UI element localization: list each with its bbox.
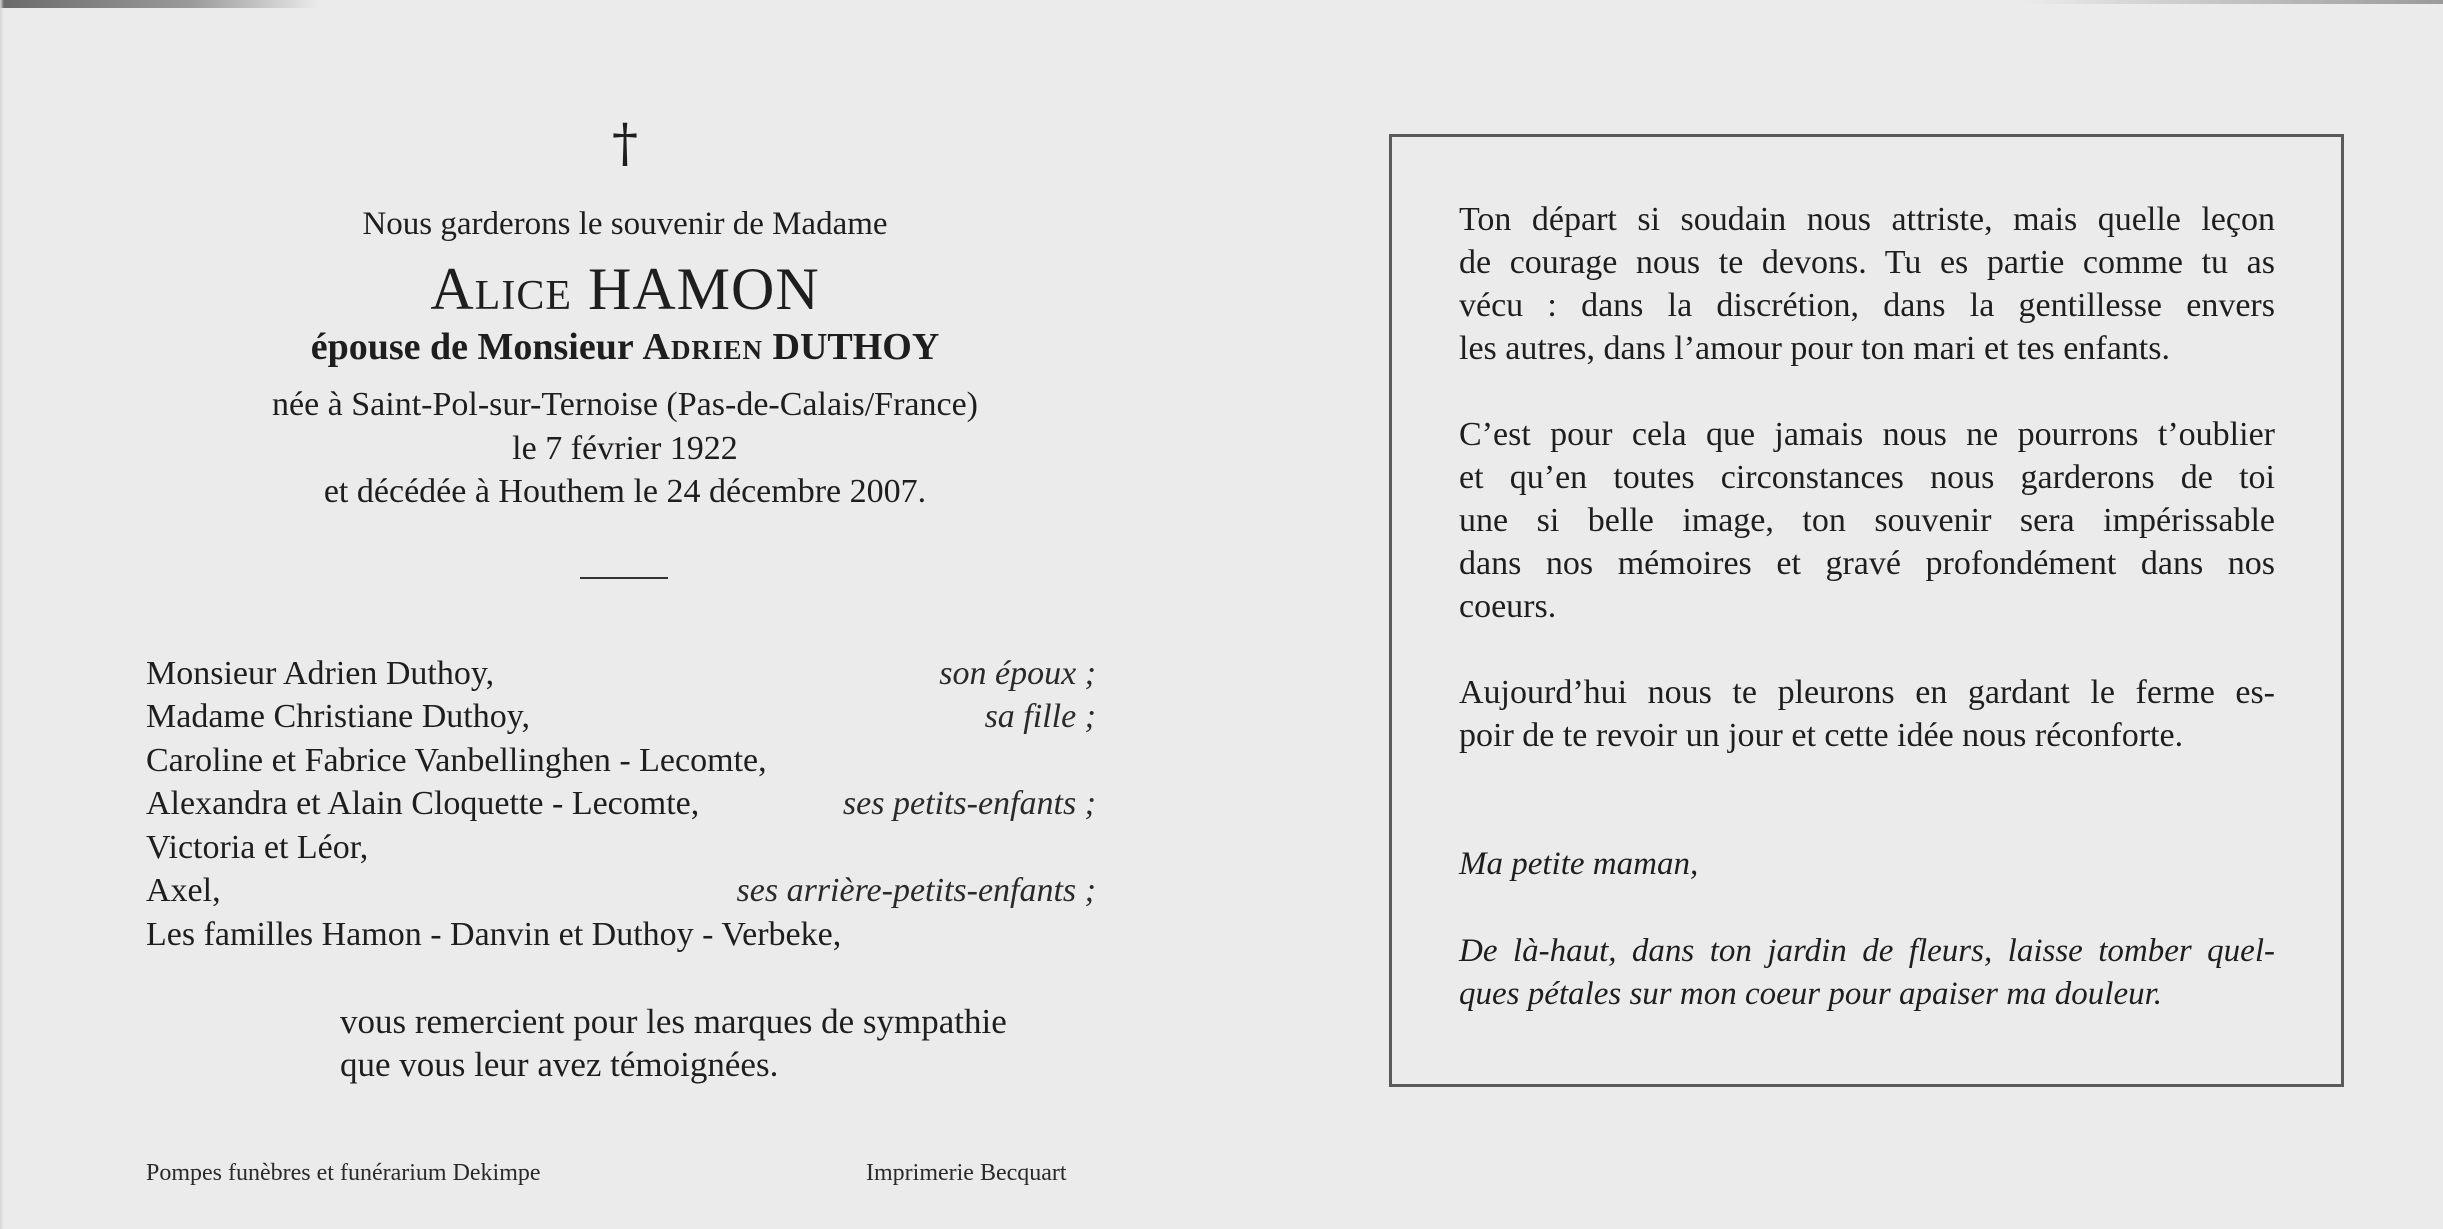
text-line: vécu : dans la discrétion, dans la gentillesse envers bbox=[1459, 287, 2275, 324]
spouse-first-name: Adrien bbox=[642, 326, 763, 368]
birth-date: le 7 février 1922 bbox=[512, 430, 738, 467]
text-line: coeurs. bbox=[1459, 588, 1557, 625]
text-line: et qu’en toutes circonstances nous garderons de toi bbox=[1459, 459, 2275, 496]
divider bbox=[580, 577, 668, 579]
family-row bbox=[146, 742, 1096, 786]
text-line: dans nos mémoires et gravé profondément dans nos bbox=[1459, 545, 2275, 582]
text-line: une si belle image, ton souvenir sera impérissable bbox=[1459, 502, 2275, 539]
poem-greeting bbox=[1459, 843, 2275, 886]
family-member-role: son époux ; bbox=[939, 655, 1096, 692]
family-row bbox=[146, 655, 1096, 699]
family-member-name: Madame Christiane Duthoy, bbox=[146, 698, 530, 735]
family-member-role: sa fille ; bbox=[984, 698, 1096, 735]
text-line: Ma petite maman, bbox=[1459, 846, 1699, 882]
paragraph-1 bbox=[1459, 198, 2275, 370]
thanks-line-1: vous remercient pour les marques de sympathie bbox=[340, 1002, 1007, 1041]
family-member-name: Alexandra et Alain Cloquette - Lecomte, bbox=[146, 785, 700, 822]
text-line: Aujourd’hui nous te pleurons en gardant le ferme es- bbox=[1459, 674, 2275, 711]
spouse-line bbox=[0, 325, 1250, 369]
family-row bbox=[146, 785, 1096, 829]
thanks-line-2: que vous leur avez témoignées. bbox=[340, 1045, 779, 1084]
text-line: Ton départ si soudain nous attriste, mais quelle leçon bbox=[1459, 201, 2275, 238]
family-member-name: Axel, bbox=[146, 872, 221, 909]
paragraph-3 bbox=[1459, 671, 2275, 757]
family-member-name: Les familles Hamon - Danvin et Duthoy - Verbeke, bbox=[146, 916, 842, 953]
text-line: De là-haut, dans ton jardin de fleurs, laisse tomber quel- bbox=[1459, 933, 2275, 969]
spouse-last-name: DUTHOY bbox=[772, 326, 940, 368]
text-line: les autres, dans l’amour pour ton mari et tes enfants. bbox=[1459, 330, 2170, 367]
deceased-first-name: Alice bbox=[430, 256, 572, 322]
text-line: ques pétales sur mon coeur pour apaiser ma douleur. bbox=[1459, 976, 2163, 1012]
printer-credit: Imprimerie Becquart bbox=[866, 1160, 1067, 1186]
cross-icon: † bbox=[612, 114, 638, 174]
text-line: de courage nous te devons. Tu es partie comme tu as bbox=[1459, 244, 2275, 281]
family-row bbox=[146, 829, 1096, 873]
family-row bbox=[146, 872, 1096, 916]
deceased-last-name: HAMON bbox=[587, 256, 820, 322]
deceased-name bbox=[0, 255, 1250, 324]
scan-shadow-right bbox=[2023, 0, 2443, 4]
family-row bbox=[146, 698, 1096, 742]
birth-place: née à Saint-Pol-sur-Ternoise (Pas-de-Calais/France) bbox=[272, 386, 978, 423]
text-line: C’est pour cela que jamais nous ne pourrons t’oublier bbox=[1459, 416, 2275, 453]
family-member-role: ses petits-enfants ; bbox=[842, 785, 1096, 822]
family-row bbox=[146, 916, 1096, 960]
family-member-name: Victoria et Léor, bbox=[146, 829, 369, 866]
spouse-prefix: épouse de Monsieur bbox=[310, 326, 634, 368]
death-info: et décédée à Houthem le 24 décembre 2007. bbox=[323, 473, 927, 510]
funeral-home-credit: Pompes funèbres et funérarium Dekimpe bbox=[146, 1160, 541, 1186]
intro-text: Nous garderons le souvenir de Madame bbox=[362, 206, 888, 242]
family-member-role: ses arrière-petits-enfants ; bbox=[736, 872, 1096, 909]
family-member-name: Monsieur Adrien Duthoy, bbox=[146, 655, 495, 692]
poem-body bbox=[1459, 930, 2275, 1016]
paragraph-2 bbox=[1459, 413, 2275, 628]
text-line: poir de te revoir un jour et cette idée nous réconforte. bbox=[1459, 717, 2184, 754]
family-member-name: Caroline et Fabrice Vanbellinghen - Lecomte, bbox=[146, 742, 767, 779]
